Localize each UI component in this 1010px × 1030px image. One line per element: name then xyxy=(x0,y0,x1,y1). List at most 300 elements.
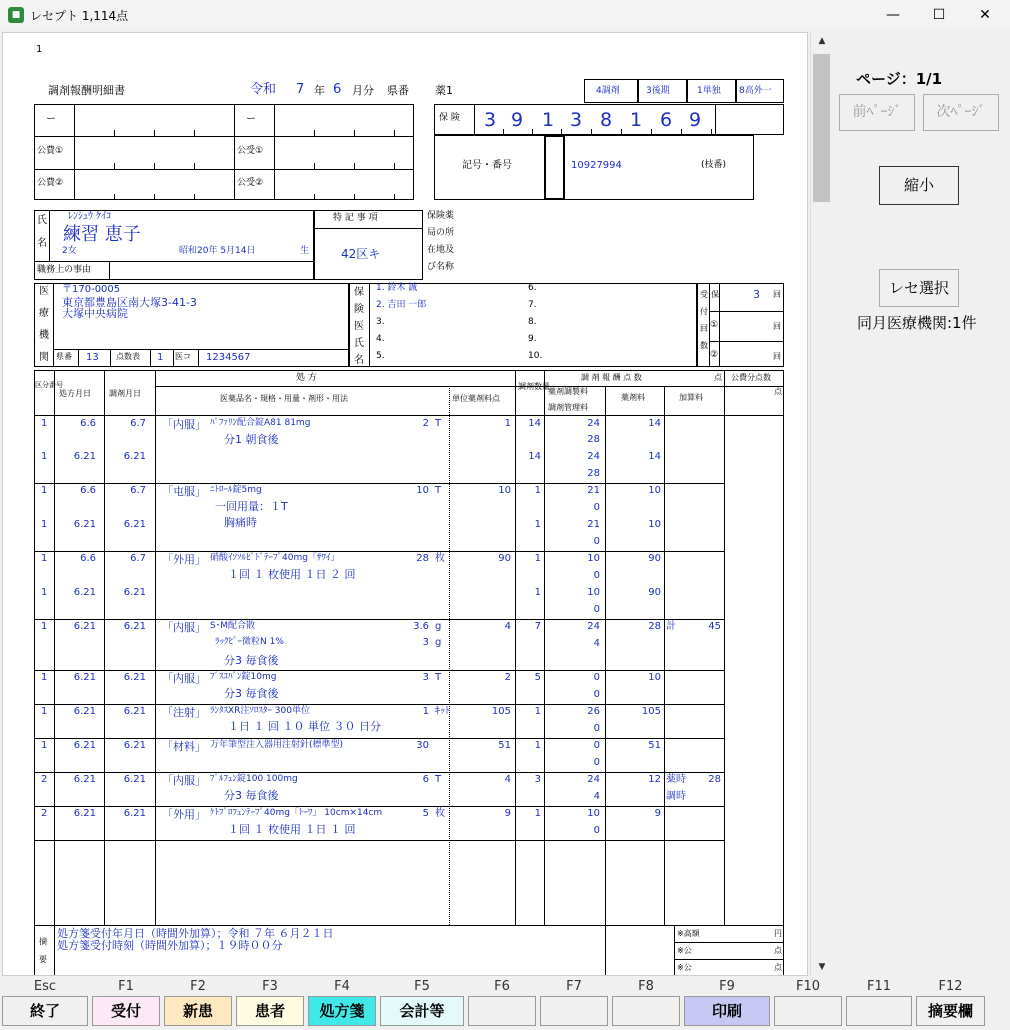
kouhi2-label: 公費② xyxy=(37,178,64,188)
row-chouzai-date: 6.21 xyxy=(123,519,146,530)
tekiyo-label2: 要 xyxy=(39,955,47,964)
kouhi-header: 公費分点数 xyxy=(731,373,771,382)
rule-line xyxy=(234,104,235,200)
rule-line xyxy=(34,483,724,484)
fkey-label-f1: F1 xyxy=(118,979,134,994)
row-unit: 枚 xyxy=(435,808,445,819)
row-chouzai: 26 xyxy=(587,706,600,717)
row-shohou-date: 6.21 xyxy=(73,706,96,717)
rule-line xyxy=(34,415,784,416)
rule-line xyxy=(104,370,105,925)
row-kind: 「屯服」 xyxy=(162,485,206,498)
scroll-up-arrow-icon[interactable]: ▲ xyxy=(818,36,826,46)
row-yakuzai: 51 xyxy=(648,740,661,751)
rule-line xyxy=(719,283,720,367)
shrink-button[interactable]: 縮小 xyxy=(879,166,959,205)
claim-tag: 4調剤 xyxy=(596,86,620,96)
rule-line xyxy=(34,704,724,705)
row-suryo: 7 xyxy=(534,621,541,632)
rule-line xyxy=(34,261,314,262)
row-kind: 「注射」 xyxy=(162,706,206,719)
kai-label: 回 xyxy=(773,322,781,331)
row-suryo: 1 xyxy=(534,553,541,564)
tick-mark xyxy=(114,163,115,169)
same-month-facilities: 同月医療機関:1件 xyxy=(857,314,977,332)
row-unit: T xyxy=(435,672,442,683)
row-yakuzai: 10 xyxy=(648,485,661,496)
rule-line xyxy=(34,925,784,926)
tick-mark xyxy=(154,130,155,136)
mei-label: 名 xyxy=(37,238,47,249)
row-shohou-date: 6.6 xyxy=(80,485,96,496)
birth-suffix: 生 xyxy=(300,246,310,256)
row-yakuzai: 105 xyxy=(641,706,661,717)
row-kubun: 1 xyxy=(41,587,48,598)
row-tanka: 90 xyxy=(498,553,511,564)
rule-line xyxy=(34,840,724,841)
row-chouzai: 21 xyxy=(587,485,600,496)
rule-line xyxy=(54,925,55,976)
scroll-down-arrow-icon[interactable]: ▼ xyxy=(818,962,826,972)
row-chouzai: 10 xyxy=(587,553,600,564)
fkey-button-f12[interactable]: 摘要欄 xyxy=(916,996,985,1026)
row-qty: 5 xyxy=(422,808,429,819)
row-kubun: 1 xyxy=(41,418,48,429)
kouju2-label: 公受② xyxy=(237,178,264,188)
row-kubun: 1 xyxy=(41,553,48,564)
rule-line xyxy=(173,349,174,367)
row-suryo: 1 xyxy=(534,808,541,819)
rule-line xyxy=(709,341,784,342)
uke2-label: ② xyxy=(710,350,719,360)
rule-line xyxy=(274,104,275,200)
kouju1-label: 公受① xyxy=(237,146,264,156)
row-shohou-date: 6.21 xyxy=(73,519,96,530)
kasan-header: 加算料 xyxy=(679,393,703,402)
fkey-label-f9: F9 xyxy=(719,979,735,994)
medical-label: 関 xyxy=(39,352,49,363)
doctor-entry: 7. xyxy=(528,300,537,310)
row-tanka: 1 xyxy=(504,418,511,429)
row-qty: 1 xyxy=(422,706,429,717)
fkey-button-f9[interactable]: 印刷 xyxy=(684,996,770,1026)
row-kasan: 薬時 xyxy=(666,774,686,785)
maximize-button[interactable]: ☐ xyxy=(932,7,946,23)
kai-label: 回 xyxy=(773,352,781,361)
tick-mark xyxy=(314,194,315,200)
row-yakuzai: 90 xyxy=(648,587,661,598)
claim-tag: 8高外一 xyxy=(739,86,772,96)
fkey-button-f3[interactable]: 患者 xyxy=(236,996,304,1026)
hoken-digit: 9 xyxy=(511,109,524,131)
kouhi-ten: 点 xyxy=(774,387,782,396)
insurer-addr-label: 局の所 xyxy=(427,228,455,238)
uke1-label: ① xyxy=(710,320,719,330)
fkey-button-f11[interactable] xyxy=(846,996,912,1026)
medical-address: 東京都豊島区南大塚3-41-3 xyxy=(62,296,197,309)
row-unit: T xyxy=(435,418,442,429)
rule-line xyxy=(74,104,75,200)
fkey-button-f7[interactable] xyxy=(540,996,608,1026)
tick-mark xyxy=(194,163,195,169)
row-tanka: 4 xyxy=(504,621,511,632)
row-kanri: 0 xyxy=(593,502,600,513)
rule-line xyxy=(715,104,716,135)
row-kanri: 0 xyxy=(593,825,600,836)
tokki-value: 42区キ xyxy=(341,247,381,261)
tekiyo-line2: 処方箋受付時刻（時間外加算）；１９時００分 xyxy=(57,939,283,952)
row-kubun: 2 xyxy=(41,808,48,819)
row-kubun: 1 xyxy=(41,740,48,751)
row-chouzai-date: 6.21 xyxy=(123,774,146,785)
kanri1-header: 薬剤調製料 xyxy=(548,387,588,396)
uketsuke-count: 3 xyxy=(753,288,760,301)
fkey-button-f6[interactable] xyxy=(468,996,536,1026)
row-qty2: 3 xyxy=(422,637,429,648)
rule-line xyxy=(34,772,724,773)
rule-line xyxy=(53,283,54,367)
medical-label: 療 xyxy=(39,308,49,319)
rule-line xyxy=(674,942,784,943)
row-tanka: 10 xyxy=(498,485,511,496)
row-kanri: 0 xyxy=(593,536,600,547)
insurer-addr-label: 在地及 xyxy=(427,245,455,255)
row-shohou-date: 6.21 xyxy=(73,808,96,819)
row-kubun: 1 xyxy=(41,451,48,462)
row-tanka: 105 xyxy=(491,706,511,717)
row-drug-name: ｹﾄﾌﾟﾛﾌｪﾝﾃｰﾌﾟ40mg「ﾄｰﾜ」 10cm×14cm xyxy=(210,808,383,818)
row-yakuzai: 12 xyxy=(648,774,661,785)
kougaku-label: ※高額 xyxy=(677,929,700,938)
row-suryo: 14 xyxy=(528,418,541,429)
next-page-button[interactable]: 次ﾍﾟｰｼﾞ xyxy=(923,94,999,131)
row-chouzai: 24 xyxy=(587,621,600,632)
row-usage: 胸痛時 xyxy=(224,516,257,529)
claim-tag: 1単独 xyxy=(697,86,721,96)
row-drug-name: 万年筆型注入器用注射針(標準型) xyxy=(210,740,344,750)
patient-name: 練習 恵子 xyxy=(63,224,141,245)
row-drug-name: ﾗﾝﾀｽXR注ｿﾛｽﾀｰ 300単位 xyxy=(210,706,310,716)
scroll-thumb[interactable] xyxy=(813,54,830,202)
row-drug-name: S･M配合散 xyxy=(210,621,255,631)
fkey-label-esc: Esc xyxy=(33,979,57,994)
row-usage: 一回用量：１T xyxy=(215,500,288,513)
row-kasan: 計 xyxy=(666,621,676,632)
doctor-entry: 3. xyxy=(376,317,385,327)
row-chouzai-date: 6.21 xyxy=(123,621,146,632)
row-chouzai: 10 xyxy=(587,808,600,819)
fkey-label-f6: F6 xyxy=(494,979,510,994)
row-drug-name: ﾊﾞﾌｧﾘﾝ配合錠A81 81mg xyxy=(210,418,311,428)
rule-line xyxy=(110,349,111,367)
row-shohou-date: 6.21 xyxy=(73,740,96,751)
houshu-header: 調 剤 報 酬 点 数 xyxy=(581,373,642,382)
uketsuke-label: 回 xyxy=(700,324,708,333)
era-label: 令和 xyxy=(250,82,277,97)
rule-line xyxy=(78,349,79,367)
rule-line xyxy=(109,261,110,280)
fkey-button-f5[interactable]: 会計等 xyxy=(380,996,464,1026)
tick-mark xyxy=(154,163,155,169)
row-unit: T xyxy=(435,485,442,496)
tick-mark xyxy=(354,163,355,169)
fkey-label-f5: F5 xyxy=(414,979,430,994)
kouhi1-label: 公費① xyxy=(37,146,64,156)
hoken-digit: 1 xyxy=(630,109,643,131)
fkey-label-f3: F3 xyxy=(262,979,278,994)
row-drug-name: 硝酸ｲｿｿﾙﾋﾞﾄﾞﾃｰﾌﾟ40mg「ｻﾜｲ」 xyxy=(210,553,340,563)
rule-line xyxy=(34,136,414,137)
tick-mark xyxy=(314,163,315,169)
row-shohou-date: 6.21 xyxy=(73,774,96,785)
row-shohou-date: 6.21 xyxy=(73,451,96,462)
row-qty: 6 xyxy=(422,774,429,785)
rule-line xyxy=(369,283,370,367)
row-tanka: 51 xyxy=(498,740,511,751)
row-unit2: g xyxy=(435,637,442,648)
row-kubun: 1 xyxy=(41,621,48,632)
rece-select-button[interactable]: レセ選択 xyxy=(879,269,959,307)
fkey-label-f11: F11 xyxy=(866,979,892,994)
rule-line xyxy=(674,925,675,976)
row-chouzai: 24 xyxy=(587,418,600,429)
doctor-label: 氏 xyxy=(354,338,364,349)
tick-mark xyxy=(354,130,355,136)
row-kanri: 0 xyxy=(593,723,600,734)
row-chouzai-date: 6.7 xyxy=(130,553,146,564)
fkey-label-f10: F10 xyxy=(795,979,821,994)
year-suffix: 年 xyxy=(314,84,325,97)
fkey-button-f2[interactable]: 新患 xyxy=(164,996,232,1026)
row-kind: 「外用」 xyxy=(162,808,206,821)
kouhi-dash: ー xyxy=(46,114,56,125)
hoken-digit: 6 xyxy=(660,109,673,131)
row-qty: 2 xyxy=(422,418,429,429)
row-suryo: 1 xyxy=(534,587,541,598)
rule-line xyxy=(198,349,199,367)
row-kind: 「材料」 xyxy=(162,740,206,753)
year-value: 7 xyxy=(296,82,305,97)
fkey-button-f1[interactable]: 受付 xyxy=(92,996,160,1026)
fkey-button-f10[interactable] xyxy=(774,996,842,1026)
row-usage: １回 １ 枚使用 １日 １ 回 xyxy=(228,823,356,836)
tick-mark xyxy=(114,194,115,200)
doctor-entry: 5. xyxy=(376,351,385,361)
row-kubun: 1 xyxy=(41,485,48,496)
houshu-ten: 点 xyxy=(714,373,722,382)
row-suryo: 1 xyxy=(534,706,541,717)
title-bar xyxy=(0,0,1010,30)
row-kanri: 28 xyxy=(587,434,600,445)
doctor-label: 名 xyxy=(354,355,364,366)
row-chouzai: 0 xyxy=(593,740,600,751)
row-drug2: ﾗｯｸﾋﾞｰ微粒N 1% xyxy=(215,637,284,647)
fkey-button-esc[interactable]: 終了 xyxy=(2,996,88,1026)
kouju-dash: ー xyxy=(246,114,256,125)
fkey-label-f2: F2 xyxy=(190,979,206,994)
hoken-digit: 3 xyxy=(484,109,497,131)
tekiyo-line1: 処方箋受付年月日（時間外加算）；令和 ７年 ６月２１日 xyxy=(57,927,334,940)
tick-mark xyxy=(114,130,115,136)
row-suryo: 1 xyxy=(534,485,541,496)
chouzai-date-header: 調剤月日 xyxy=(109,389,141,398)
kigo-value: 10927994 xyxy=(571,160,622,171)
row-qty: 28 xyxy=(416,553,429,564)
rule-line xyxy=(34,670,724,671)
row-kanri: 0 xyxy=(593,689,600,700)
row-unit: T xyxy=(435,774,442,785)
row-chouzai-date: 6.21 xyxy=(123,808,146,819)
uketsuke-label: 付 xyxy=(700,307,708,316)
doctor-label: 保 xyxy=(354,287,364,298)
uketsuke-label: 数 xyxy=(700,341,708,350)
fkey-button-f4[interactable]: 処方箋 xyxy=(308,996,376,1026)
rule-line xyxy=(605,925,606,976)
hospital-name: 大塚中央病院 xyxy=(62,307,128,320)
kouhi-box xyxy=(34,104,414,200)
row-chouzai: 0 xyxy=(593,672,600,683)
row-usage: １回 １ 枚使用 １日 ２ 回 xyxy=(228,568,356,581)
postal-code: 〒170-0005 xyxy=(62,284,121,295)
doctor-entry: 10. xyxy=(528,351,543,361)
row-suryo: 1 xyxy=(534,740,541,751)
row-usage: １日 １ 回 １０ 単位 ３０ 日分 xyxy=(228,720,381,733)
row-unit: ｷｯﾄ xyxy=(435,706,450,717)
row-qty: 3 xyxy=(422,672,429,683)
kou1-label: ※公 xyxy=(677,946,692,955)
doctor-label: 険 xyxy=(354,304,364,315)
doctor-box xyxy=(349,283,697,367)
receipt-document xyxy=(2,32,808,976)
kubun-header: 区分番号 xyxy=(35,381,63,389)
row-kasan-value: 28 xyxy=(708,774,721,785)
rule-line xyxy=(34,738,724,739)
minimize-button[interactable]: — xyxy=(886,7,900,23)
close-button[interactable]: ✕ xyxy=(979,7,991,23)
doctor-entry: 6. xyxy=(528,283,537,293)
patient-sex: 2女 xyxy=(62,246,77,256)
shokumu-label: 職務上の事由 xyxy=(37,265,92,275)
row-kind: 「内服」 xyxy=(162,621,206,634)
tick-mark xyxy=(194,194,195,200)
rule-line xyxy=(53,349,349,350)
row-kubun: 1 xyxy=(41,519,48,530)
row-kanri: 4 xyxy=(593,791,600,802)
ken-label: 県番 xyxy=(56,352,72,361)
doctor-entry: 4. xyxy=(376,334,385,344)
rule-line xyxy=(155,386,784,387)
hoken-digit: 3 xyxy=(570,109,583,131)
row-usage: 分3 毎食後 xyxy=(224,687,279,700)
row-chouzai: 21 xyxy=(587,519,600,530)
insurer-addr-label: 保険薬 xyxy=(427,211,455,221)
kou2-unit: 点 xyxy=(774,963,782,972)
pharmacy-label: 薬1 xyxy=(435,84,453,97)
row-yakuzai: 14 xyxy=(648,451,661,462)
receipt-app-icon: ■ xyxy=(8,7,24,23)
row-chouzai-date: 6.21 xyxy=(123,740,146,751)
vertical-scrollbar[interactable] xyxy=(810,32,832,976)
row-kanri: 0 xyxy=(593,757,600,768)
row-kasan2: 調時 xyxy=(666,791,686,802)
shohou-header: 処 方 xyxy=(296,373,317,383)
row-kind: 「内服」 xyxy=(162,672,206,685)
month-value: 6 xyxy=(333,82,342,97)
kai-label: 回 xyxy=(773,290,781,299)
rule-line xyxy=(605,386,606,925)
row-qty: 10 xyxy=(416,485,429,496)
tick-mark xyxy=(194,130,195,136)
form-title: 調剤報酬明細書 xyxy=(48,84,125,97)
page-indicator: ページ：1/1 xyxy=(856,70,943,88)
fkey-button-f8[interactable] xyxy=(612,996,680,1026)
suryo-header: 調剤数量 xyxy=(518,382,550,391)
medical-label: 医 xyxy=(39,286,49,297)
row-drug-name: ﾌﾞﾙﾌｪﾝ錠100 100mg xyxy=(210,774,298,784)
row-kanri: 4 xyxy=(593,638,600,649)
row-shohou-date: 6.21 xyxy=(73,672,96,683)
uketsuke-label: 受 xyxy=(700,290,708,299)
rule-line xyxy=(155,370,156,925)
shohou-date-header: 処方月日 xyxy=(59,389,91,398)
doctor-entry: 1. 鈴木 誠 xyxy=(376,283,418,293)
patient-kana: ﾚﾝｼｭｳ ｹｲｺ xyxy=(68,211,112,222)
hoken-digit: 1 xyxy=(542,109,555,131)
row-yakuzai: 90 xyxy=(648,553,661,564)
row-yakuzai: 9 xyxy=(654,808,661,819)
insurer-addr-label: び名称 xyxy=(427,262,455,272)
rule-line xyxy=(664,386,665,925)
row-chouzai-date: 6.21 xyxy=(123,672,146,683)
tick-mark xyxy=(154,194,155,200)
rule-line xyxy=(314,228,423,229)
pref-label: 県番 xyxy=(387,84,409,97)
row-chouzai-date: 6.7 xyxy=(130,418,146,429)
row-tanka: 4 xyxy=(504,774,511,785)
tanka-header: 単位薬剤料点 xyxy=(452,394,500,403)
row-qty: 30 xyxy=(416,740,429,751)
edaban-label: (枝番) xyxy=(701,160,727,170)
fkey-label-f7: F7 xyxy=(566,979,582,994)
row-kubun: 2 xyxy=(41,774,48,785)
tick-mark xyxy=(354,194,355,200)
rule-line xyxy=(674,959,784,960)
row-kanri: 28 xyxy=(587,468,600,479)
rule-line xyxy=(49,210,50,262)
row-yakuzai: 14 xyxy=(648,418,661,429)
row-drug-name: ﾌﾞｽｺﾊﾟﾝ錠10mg xyxy=(210,672,277,682)
kou1-unit: 点 xyxy=(774,946,782,955)
ken-value: 13 xyxy=(86,352,99,363)
row-usage: 分3 毎食後 xyxy=(224,654,279,667)
row-shohou-date: 6.6 xyxy=(80,418,96,429)
row-yakuzai: 28 xyxy=(648,621,661,632)
tick-mark xyxy=(394,194,395,200)
prev-page-button[interactable]: 前ﾍﾟｰｼﾞ xyxy=(839,94,915,131)
tick-mark xyxy=(394,130,395,136)
doctor-entry: 8. xyxy=(528,317,537,327)
doctor-entry: 2. 吉田 一郎 xyxy=(376,300,427,310)
tekiyo-label1: 摘 xyxy=(39,937,47,946)
row-chouzai-date: 6.21 xyxy=(123,706,146,717)
row-kind: 「外用」 xyxy=(162,553,206,566)
shi-label: 氏 xyxy=(37,215,47,226)
kigo-separator-box xyxy=(544,135,565,200)
tick-mark xyxy=(394,163,395,169)
row-unit: g xyxy=(435,621,442,632)
tenhyo-value: 1 xyxy=(157,352,164,363)
row-chouzai-date: 6.21 xyxy=(123,587,146,598)
